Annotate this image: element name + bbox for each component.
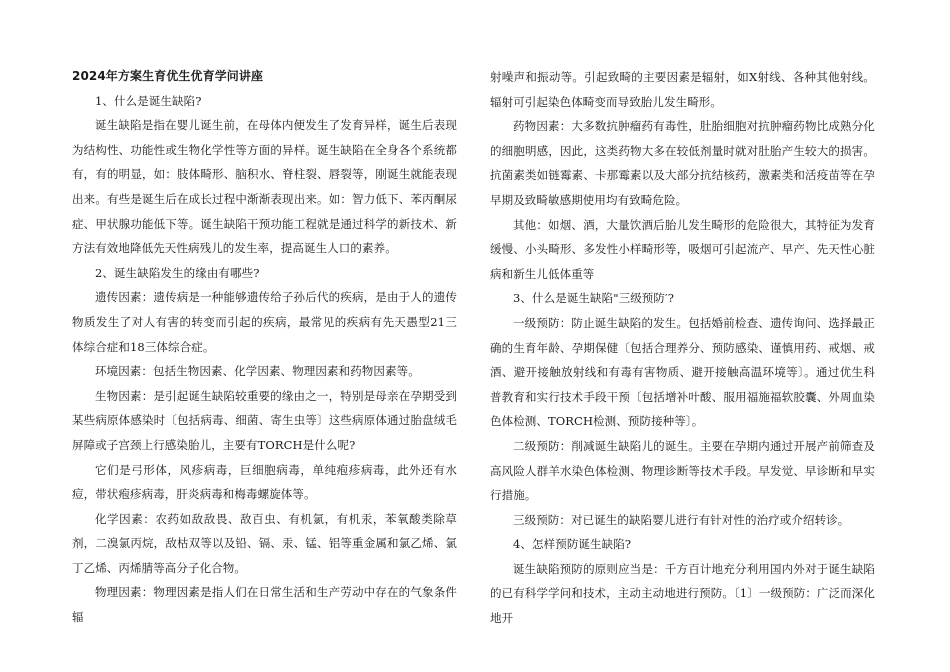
paragraph: 射噪声和振动等。引起致畸的主要因素是辐射，如X射线、各种其他射线。辐射可引起染色体畸变而导致胎儿发生畸形。 [490,70,875,109]
paragraph: 药物因素：大多数抗肿瘤药有毒性，肚胎细胞对抗肿瘤药物比成熟分化的细胞明感，因此，这类药物大多在较低剂量时就对肚胎产生较大的损害。抗菌素类如链霉素、卡那霉素以及大部分抗结核药，激素类和活疫苗等在孕早期及致畸敏感期使用均有致畸危险。 [490,119,875,207]
paragraph: 诞生缺陷是指在婴儿诞生前，在母体内便发生了发育异样，诞生后表现为结构性、功能性或生物化学性等方面的异样。诞生缺陷在全身各个系统都有，有的明显，如：肢体畸形、脑积水、脊柱裂、唇裂等，刚诞生就能表现出来。有些是诞生后在成长过程中渐渐表现出来。如：智力低下、苯丙酮尿症、甲状腺功能低下等。诞生缺陷干预功能工程就是通过科学的新技术、新方法有效地降低先天性病残儿的发生率，提高诞生人口的素养。 [72,118,457,256]
paragraph: 三级预防：对已诞生的缺陷婴儿进行有针对性的治疗或介绍转诊。 [513,512,850,527]
right-column [490,65,875,631]
page-title: 2024年方案生育优生优育学问讲座 [72,69,264,83]
left-paragraphs [72,89,457,630]
paragraph: 二级预防：削减诞生缺陷儿的诞生。主要在孕期内通过开展产前筛查及高风险人群羊水染色体检测、物理诊断等技术手段。早发觉、早诊断和早实行措施。 [490,438,875,503]
paragraph: 化学因素：农药如敌敌畏、敌百虫、有机氯，有机汞，苯氧酸类除草剂，二溴氯丙烷，敌枯双等以及铅、镉、汞、锰、铝等重金属和氯乙烯、氯丁乙烯、丙烯腈等高分子化合物。 [72,511,457,575]
paragraph: 2、诞生缺陷发生的缘由有哪些? [95,265,260,280]
paragraph: 一级预防：防止诞生缺陷的发生。包括婚前检查、遗传询问、选择最正确的生育年龄、孕期保健〔包括合理养分、预防感染、谨慎用药、戒烟、戒酒、避开接触放射线和有毒有害物质、避开接触高温环境等〕。通过优生科普教育和实行技术手段干预〔包括增补叶酸、服用福施福软胶囊、外周血染色体检测、TORCH检测、预防接种等〕。 [490,315,875,429]
paragraph: 物理因素：物理因素是指人们在日常生活和生产劳动中存在的气象条件辐 [72,585,457,625]
paragraph: 环境因素：包括生物因素、化学因素、物理因素和药物因素等。 [95,364,420,379]
right-paragraphs [490,65,875,631]
paragraph: 1、什么是诞生缺陷? [95,93,202,108]
paragraph: 遗传因素：遗传病是一种能够遗传给子孙后代的疾病，是由于人的遗传物质发生了对人有害的转变而引起的疾病，最常见的疾病有先天愚型21三体综合症和18三体综合症。 [72,290,457,354]
paragraph: 4、怎样预防诞生缺陷? [513,537,632,552]
paragraph: 生物因素：是引起诞生缺陷较重要的缘由之一，特别是母亲在孕期受到某些病原体感染时〔包括病毒、细菌、寄生虫等〕这些病原体通过胎盘绒毛屏障或子宫颈上行感染胎儿，主要有TORCH是什么呢? [72,388,457,452]
left-column [72,64,457,630]
paragraph: 3、什么是诞生缺陷"三级预防′? [513,291,674,306]
paragraph: 诞生缺陷预防的原则应当是：千方百计地充分利用国内外对于诞生缺陷的已有科学学问和技术，主动主动地进行预防。〔1〕一级预防：广泛而深化地开 [490,561,875,626]
paragraph: 它们是弓形体，风疹病毒，巨细胞病毒，单纯疱疹病毒，此外还有水痘，带状疱疹病毒，肝炎病毒和梅毒螺旋体等。 [72,462,457,502]
paragraph: 其他：如烟、酒，大量饮酒后胎儿发生畸形的危险很大，其特征为发育缓慢、小头畸形、多发性小样畸形等，吸烟可引起流产、早产、先天性心脏病和新生儿低体重等 [490,217,875,281]
